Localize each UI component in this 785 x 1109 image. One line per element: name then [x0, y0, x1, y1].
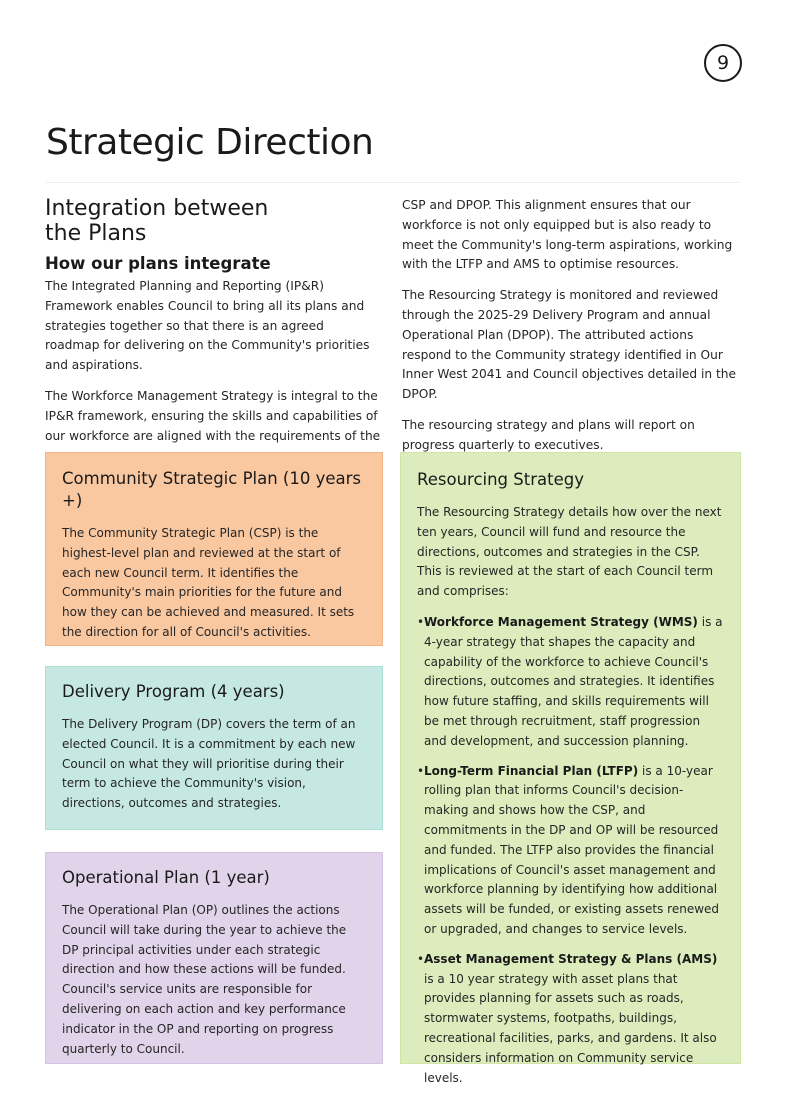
resourcing-strategy-box	[400, 452, 741, 1085]
list-item-term: Long-Term Financial Plan (LTFP)	[424, 763, 639, 778]
list-item-term: Asset Management Strategy & Plans (AMS)	[424, 951, 718, 966]
resourcing-strategy-intro: The Resourcing Strategy details how over the next ten years, Council will fund and resource the directions, outcomes and strategies in the CSP. This is reviewed at the start of each Council term and comprises:	[417, 505, 722, 599]
intro-paragraph: CSP and DPOP. This alignment ensures that our workforce is not only equipped but is also ready to meet the Community's long-term aspirations, working with the LTFP and AMS to optimise resources.	[402, 198, 733, 272]
intro-left-column	[45, 196, 381, 457]
resourcing-strategy-box-title: Resourcing Strategy	[417, 470, 584, 489]
list-item	[417, 950, 724, 1089]
delivery-program-box-title: Delivery Program (4 years)	[62, 682, 285, 701]
list-item-text: is a 10-year rolling plan that informs Council's decision-making and shows how the CSP, and commitments in the DP and OP will be resourced and funded. The LTFP also provides the financial implications of Council's asset management and workforce planning by identifying how additional assets will be funded, or existing assets renewed or upgraded, and changes to service levels.	[424, 763, 720, 936]
csp-box-body: The Community Strategic Plan (CSP) is the highest-level plan and reviewed at the start of each new Council term. It identifies the Community's main priorities for the future and how they can be achieved and measured. It sets the direction for all of Council's activities.	[62, 526, 355, 639]
intro-paragraph: The Integrated Planning and Reporting (IP&R) Framework enables Council to bring all its plans and strategies together so that there is an agreed roadmap for delivering on the Community's priorities and aspirations.	[45, 279, 370, 373]
operational-plan-box-title: Operational Plan (1 year)	[62, 868, 270, 887]
section-heading	[45, 196, 381, 246]
operational-plan-box	[45, 852, 383, 1064]
bullet-icon: •	[417, 763, 425, 778]
page-number: 9	[704, 44, 742, 82]
section-subheading: How our plans integrate	[45, 254, 271, 273]
intro-paragraph: The resourcing strategy and plans will report on progress quarterly to executives.	[402, 417, 695, 452]
delivery-program-box	[45, 666, 383, 830]
section-heading-line-2: the Plans	[45, 221, 147, 246]
section-heading-line-1: Integration between	[45, 196, 269, 221]
page-title: Strategic Direction	[46, 122, 374, 163]
operational-plan-box-body: The Operational Plan (OP) outlines the actions Council will take during the year to achieve the DP principal activities under each strategic direction and how these actions will be funded. Council's service units are responsible for delivering on each action and key performance indicator in the OP and reporting on progress quarterly to Council.	[62, 903, 347, 1056]
list-item-text: is a 4-year strategy that shapes the capacity and capability of the workforce to achieve Council's directions, outcomes and strategies. It identifies how future staffing, and skills requirements will be met through recruitment, staff progression and development, and succession planning.	[424, 614, 723, 748]
list-item	[417, 762, 724, 940]
delivery-program-box-body: The Delivery Program (DP) covers the term of an elected Council. It is a commitment by each new Council on what they will prioritise during their term to achieve the Community's vision, directions, outcomes and strategies.	[62, 717, 356, 811]
bullet-icon: •	[417, 614, 425, 629]
csp-box-title: Community Strategic Plan (10 years +)	[62, 469, 362, 510]
list-item-text: is a 10 year strategy with asset plans that provides planning for assets such as roads, stormwater systems, footpaths, buildings, recreational facilities, parks, and gardens. It also considers information on Community service levels.	[424, 971, 717, 1085]
intro-paragraph: The Workforce Management Strategy is integral to the IP&R framework, ensuring the skills and capabilities of our workforce are aligned with the requirements of the	[45, 388, 381, 443]
list-item	[417, 613, 724, 752]
list-item-term: Workforce Management Strategy (WMS)	[424, 614, 698, 629]
csp-box	[45, 452, 383, 646]
title-divider	[46, 182, 740, 183]
bullet-icon: •	[417, 951, 425, 966]
intro-paragraph: The Resourcing Strategy is monitored and reviewed through the 2025-29 Delivery Program and annual Operational Plan (DPOP). The attributed actions respond to the Community strategy identified in Our Inner West 2041 and Council objectives detailed in the DPOP.	[402, 288, 736, 402]
intro-right-column	[402, 196, 742, 467]
